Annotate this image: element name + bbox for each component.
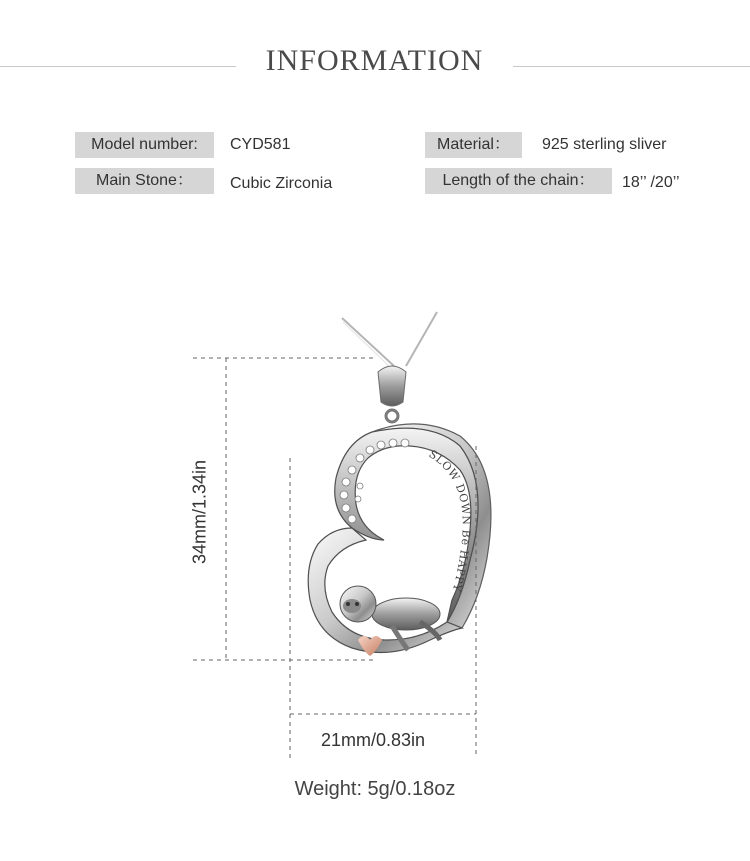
chain <box>342 312 437 368</box>
material-value: 925 sterling sliver <box>542 136 667 153</box>
main-stone-value: Cubic Zirconia <box>230 175 333 192</box>
bail <box>378 366 406 422</box>
main-stone-label: Main Stone： <box>75 168 214 194</box>
width-dimension-label: 21mm/0.83in <box>321 730 426 750</box>
height-dimension-label: 34mm/1.34in <box>189 459 210 565</box>
chain-length-label: Length of the chain： <box>425 168 612 194</box>
chain-length-value: 18’’ /20’’ <box>622 174 680 191</box>
material-label: Material： <box>425 132 522 158</box>
model-number-label: Model number: <box>75 132 214 158</box>
model-number-value: CYD581 <box>230 136 291 153</box>
section-title: INFORMATION <box>265 44 484 77</box>
engraving-text: SLOW DOWN Be HAPPY <box>426 447 473 594</box>
weight-label: Weight: 5g/0.18oz <box>294 778 456 800</box>
